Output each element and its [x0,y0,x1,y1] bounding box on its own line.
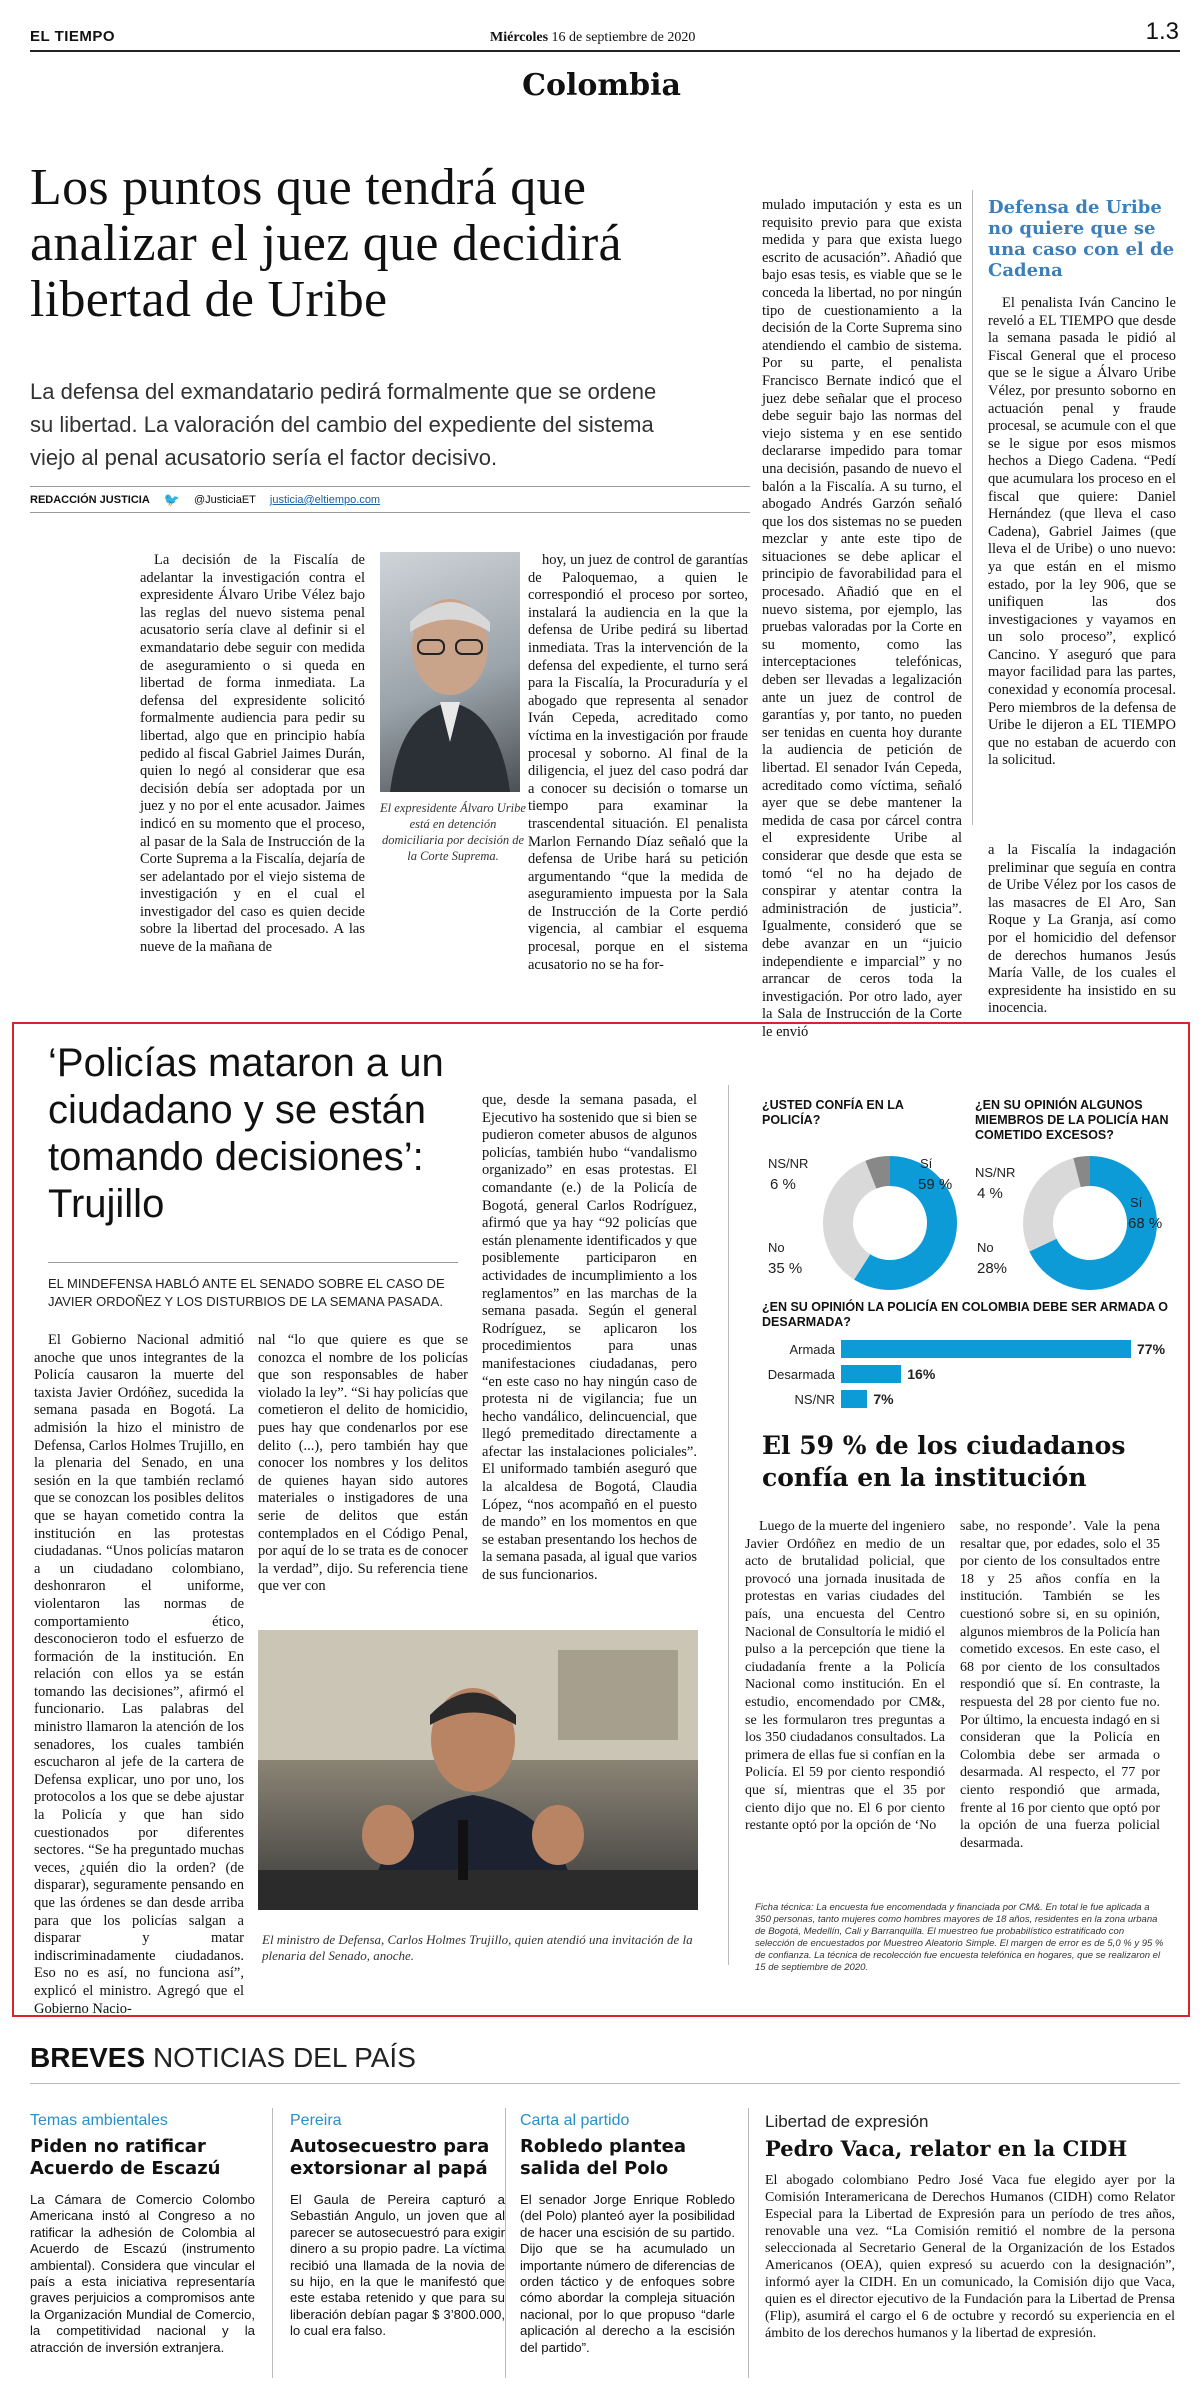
sidebar-body [988,295,1176,820]
main-col-3-text: hoy, un juez de control de garantías de Paloquemao, a quien le correspondió el proceso por sorteo, instalará la audiencia en la que la defensa de Uribe pedirá su libertad inmediata. Tras la intervención de la defensa del expediente, el turno será para la Fiscalía, la Procuraduría y el abogado que representa al senador Iván Cepeda, acreditado como víctima en la investigación por fraude procesal y soborno. Al final de la diligencia, el juez del caso podrá dar a conocer su decisión o tomarse un tiempo para examinar la trascendental situación. El penalista Marlon Fernando Díaz señaló que la defensa de Uribe hará su petición argumentando “que la medida de aseguramiento impuesta por la Sala de Instrucción de la Corte perdió vigencia, al cambiar el esquema procesal, porque en el sistema acusatorio no se ha for- [528,552,748,973]
byline-author: REDACCIÓN JUSTICIA [30,494,150,506]
trujillo-col-1 [34,1332,244,2017]
trujillo-photo-caption: El ministro de Defensa, Carlos Holmes Trujillo, quien atendió una invitación de la plenaria del Senado, anoche. [262,1932,693,1963]
byline-email[interactable]: justicia@eltiempo.com [269,494,381,506]
trujillo-col-2 [258,1332,468,1595]
breve-4-title: Pedro Vaca, relator en la CIDH [765,2136,1128,2161]
bar-value-label: 7% [873,1391,894,1407]
bar-chart-armed [750,1338,1170,1418]
breve-divider-2 [505,2108,506,2378]
donut1-slice-nsnr [871,1171,890,1175]
donut2-no-value: 28% [977,1260,1008,1277]
main-col-3 [528,552,748,992]
sidebar-title: Defensa de Uribe no quiere que se una caso con el de Cadena [988,197,1175,281]
twitter-icon: 🐦 [163,492,180,507]
trujillo-headline: ‘Policías mataron a un ciudadano y se están tomando decisiones’: Trujillo [48,1041,444,1226]
breve-4-kicker: Libertad de expresión [765,2112,929,2131]
poll-col-2 [960,1518,1160,1893]
breve-2-title: Autosecuestro para extorsionar al papá [290,2136,490,2179]
breve-1-kicker: Temas ambientales [30,2112,168,2129]
section-title: Colombia [522,68,681,103]
bar [841,1340,1131,1358]
minister-speaking-icon [258,1630,698,1910]
trujillo-col-3 [482,1092,697,1617]
donut1-nsnr-label: NS/NR [768,1156,809,1171]
breve-3-body: El senador Jorge Enrique Robledo (del Polo) planteó ayer la posibilidad de hacer una escisión de su partido. Dijo que se ha acumulado un importante número de diferencias de orden táctico y de enfoques sobre cómo abordar la compleja situación nacional, por lo que propuso “darle aplicación al derecho a la escisión del partido”. [520,2192,735,2355]
poll-q3: ¿EN SU OPINIÓN LA POLICÍA EN COLOMBIA DEBE SER ARMADA O DESARMADA? [762,1300,1169,1329]
bar-category-label: Armada [789,1341,835,1357]
poll-col-1-text: Luego de la muerte del ingeniero Javier Ordóñez en medio de un acto de brutalidad policial, que provocó una jornada inusitada de protestas en varias ciudades del país, una encuesta del Centro Nacional de Consultoría le midió el pulso a la percepción que tiene la ciudadanía frente a la Policía Nacional como institución. En el estudio, encomendado por CM&, se les formularon tres preguntas a los 350 ciudadanos consultados. La primera de ellas fue si confían en la Policía. El 59 por ciento respondió que sí, mientras que el 35 por ciento dijo que no. El 6 por ciento restante optó por la opción de ‘No [745,1519,945,1834]
byline-rule [30,486,750,487]
byline-twitter[interactable]: @JusticiaET [193,494,256,506]
poll-q1: ¿USTED CONFÍA EN LA POLICÍA? [762,1098,904,1127]
breves-label: BREVES [30,2042,146,2073]
donut1-nsnr-value: 6 % [770,1176,796,1193]
poll-col-2-text: sabe, no responde’. Vale la pena resaltar que, por edades, solo el 35 por ciento de los consultados entre 18 y 25 años confía en la institución. También se les cuestionó sobre si, en su opinión, algunos miembros de la Policía han cometido excesos. En este caso, el 68 por ciento de los consultados respondió que sí. En contraste, la respuesta del 28 por ciento fue no. Por último, la encuesta indagó en si consideran que la Policía en Colombia debe ser armada o desarmada. Al respecto, el 77 por ciento respondió que armada, frente al 16 por ciento que optó por la opción de una fuerza policial desarmada. [960,1519,1160,1851]
breve-3-title: Robledo plantea salida del Polo [520,2136,686,2179]
poll-q2: ¿EN SU OPINIÓN ALGUNOS MIEMBROS DE LA POLICÍA HAN COMETIDO EXCESOS? [975,1098,1169,1142]
breve-divider-1 [272,2108,273,2378]
portrait-icon [380,552,520,792]
byline-rule-bottom [30,512,750,513]
trujillo-photo [258,1630,698,1910]
uribe-photo-caption: El expresidente Álvaro Uribe está en detención domiciliaria por decisión de la Corte Suprema. [380,801,526,863]
bar-row [750,1338,1165,1360]
poll-tech-note: Ficha técnica: La encuesta fue encomendada y financiada por CM&. En total le fue aplicada a 350 personas, tanto mujeres como hombres mayores de 18 años, residentes en la zona urbana de Bogotá, Medellín, Cali y Barranquilla. El muestreo fue probabilístico estratificado con selección de encuestados por Muestreo Aleatorio Simple. El margen de error es de 5,0 % y 95 % de confianza. La técnica de recolección fue encuesta telefónica en hogares, que se realizaron el 15 de septiembre de 2020. [755,1902,1164,1973]
trujillo-col-2-text: nal “lo que quiere es que se conozca el nombre de los policías que son responsables de haber violado la ley”. “Si hay policías que cometieron el delito de homicidio, pues hay que condenarlos por ese delito (...), pero también hay que conocer los nombres y los delitos de quienes hayan sido autores materiales o instigadores de una serie de delitos que están contemplados en el Código Penal, por aquí de lo se trata es de conocer la verdad”, dijo. Su referencia tiene que ver con [258,1332,468,1595]
main-col-4 [762,197,962,1040]
byline [30,492,380,508]
breve-2 [290,2112,505,2340]
donut2-yes-value: 68 % [1128,1215,1163,1232]
poll-headline: El 59 % de los ciudadanos confía en la institución [762,1431,1126,1492]
donut1-no-label: No [768,1240,785,1255]
breve-3 [520,2112,735,2356]
donut2-slice-no [1038,1173,1077,1246]
bar [841,1365,901,1383]
bar [841,1390,867,1408]
uribe-photo [380,552,520,792]
donut1-yes-value: 59 % [918,1176,953,1193]
page-number: 1.3 [1145,18,1179,45]
brand-logo: EL TIEMPO [30,28,116,45]
breve-divider-3 [748,2108,749,2378]
breve-1 [30,2112,255,2356]
main-lede: La defensa del exmandatario pedirá formalmente que se ordene su libertad. La valoración del cambio del expediente del sistema viejo al penal acusatorio sería el factor decisivo. [30,379,657,470]
breve-1-body: La Cámara de Comercio Colombo Americana instó al Congreso a no ratificar la adhesión de Colombia al Acuerdo de Escazú (instrumento ambiental). Considera que vincular el país a esta iniciativa representaría graves perjuicios a compromisos ante la Organización Mundial de Comercio, la competitividad nacional y la atracción de inversión extranjera. [30,2192,255,2355]
breves-header [30,2042,416,2074]
issue-date [490,30,695,46]
donut2-nsnr-value: 4 % [977,1185,1003,1202]
donut2-no-label: No [977,1240,994,1255]
donut2-nsnr-label: NS/NR [975,1165,1016,1180]
breve-2-body: El Gaula de Pereira capturó a Sebastián Angulo, un joven que al parecer se autosecuestró para exigir dinero a su propio padre. La víctima recibió una llamada de la novia de su hijo, en la que le manifestó que este estaba retenido y que para su liberación debían pagar $ 3’800.000, lo cual era falso. [290,2192,505,2339]
bar-row [750,1363,935,1385]
breve-4 [765,2112,1175,2342]
main-col-1 [140,552,365,992]
donut1-yes-label: Sí [920,1156,933,1171]
breve-4-body: El abogado colombiano Pedro José Vaca fue elegido ayer por la Comisión Interamericana de Derechos Humanos (CIDH) como Relator Especial para la Libertad de Expresión para un período de tres años, renovable una vez. “La Comisión remitió el nombre de la persona seleccionada al Secretario General de la Organización de los Estados Americanos (OEA), quien expresó su acuerdo con la designación”, informó ayer la CIDH. En un comunicado, la Comisión dijo que Vaca, quien es el director ejecutivo de la Fundación para la Libertad de Prensa (Flip), asumirá el cargo el 6 de octubre y recordó su experiencia en el ámbito de los derechos humanos y la libertad de expresión. [765,2173,1175,2341]
trujillo-col-3-text: que, desde la semana pasada, el Ejecutivo ha sostenido que si bien se pudieron cometer abusos de algunos policías, también hubo “vandalismo organizado” en esas protestas. El comandante (e.) de la Policía de Bogotá, general Carlos Rodríguez, afirmó que ya hay “92 policías que están plenamente identificados y que posiblemente participaron en actividades de incumplimiento a los reglamentos” en las marchas de la semana pasada. Según el general Rodríguez, se aplicaron los procedimientos para unas manifestaciones ciudadanas, pero “en este caso no hay ningún caso de protesta ni de vigilancia; fue un hecho vandálico, delincuencial, que llegó premeditado directamente a afectar las instalaciones policiales”. El uniformado también aseguró que la alcaldesa de Bogotá, Claudia López, “nos acompañó en el puesto de mando” en los momentos en que se estaban presentando los hechos de la semana pasada, al igual que varios de sus funcionarios. [482,1092,697,1584]
donut1-no-value: 35 % [768,1260,803,1277]
bar-row [750,1388,894,1410]
deck-rule [48,1262,458,1263]
bar-value-label: 77% [1137,1341,1166,1357]
sidebar-divider [972,190,973,825]
bar-value-label: 16% [907,1366,936,1382]
breves-rule [30,2083,1180,2084]
trujillo-col-1-text: El Gobierno Nacional admitió anoche que unos integrantes de la Policía causaron la muerte del taxista Javier Ordóñez, sucedida la semana pasada en Bogotá. La admisión la hizo el ministro de Defensa, Carlos Holmes Trujillo, en la plenaria del Senado, en una sesión en la que también reclamó que se conozcan los posibles delitos que se hayan cometido contra la institución en las protestas ciudadanas. “Unos policías mataron a un ciudadano colombiano, deshonraron el uniforme, violentaron las normas de comportamiento ético, desconocieron todo el esfuerzo de formación de la institución. En relación con ellos ya se están tomando las decisiones”, afirmó el funcionario. Las palabras del ministro llamaron la atención de los senadores, los cuales también escucharon al jefe de la cartera de Defensa explicar, uno por uno, los protocolos a los que se debe ajustar la Policía y que han sido cuestionados por diferentes sectores. “Se ha preguntado muchas veces, ¿quién dio la orden? (de disparar), seguramente pensando en que las órdenes se dan desde arriba para que los policías salgan a disparar y matar indiscriminadamente ciudadanos. Eso no es así, no funciona así”, explicó el ministro. Agregó que el Gobierno Nacio- [34,1332,244,2017]
main-col-4-text: mulado imputación y esta es un requisito previo para que exista medida y para que exista luego escrito de acusación”. Añadió que bajo esas tesis, es viable que se le conceda la libertad, no por ningún tipo de cuestionamiento a la decisión de la Corte Suprema sino atendiendo el cambio de sistema. Por su parte, el penalista Francisco Bernate indicó que el juez debe señalar que el proceso debe seguir bajo las normas del viejo sistema y en ese sentido declararse impedido para tomar una decisión, pasando de nuevo el balón a la Fiscalía. A su turno, el abogado Andrés Garzón señaló que los dos sistemas no se pueden mezclar y ante este tipo de situaciones se debe aplicar el principio de favorabilidad para el procesado. Añadió que en el nuevo sistema, por ejemplo, las pruebas valoradas por la Corte en su momento, como las interceptaciones telefónicas, deben ser llevadas a legalización ante un juez de control de garantías y, por tanto, no pueden ser tenidas en cuenta hoy durante la audiencia de petición de libertad. El senador Iván Cepeda, acreditado como víctima, señaló ayer que se debe mantener la medida de casa por cárcel contra el expresidente Uribe al considerar que desde que esta se tomó “el no ha dejado de conspirar y atentar contra la administración de justicia”. Igualmente, consideró que se debe avanzar en un “juicio independiente e imparcial” y no arrancar de ceros toda la investigación. Por otro lado, ayer la Sala de Instrucción de la Corte le envió [762,197,962,1040]
breve-1-title: Piden no ratificar Acuerdo de Escazú [30,2136,221,2179]
main-headline: Los puntos que tendrá que analizar el juez que decidirá libertad de Uribe [30,159,622,328]
donut1-slice-no [838,1175,871,1267]
issue-day: Miércoles [490,30,549,45]
poll-col-1 [745,1518,945,1893]
breve-3-kicker: Carta al partido [520,2112,630,2129]
masthead-rule [30,50,1180,52]
sidebar-body-text: El penalista Iván Cancino le reveló a EL TIEMPO que desde la semana pasada le pidió al Fiscal General que el proceso que se le sigue a Álvaro Uribe Vélez, por presunto soborno en actuación penal y fraude procesal, se acumule con el que se le sigue por esos mismos hechos a Diego Cadena. “Pedí que acumulara los proceso en el fiscal que quiere: Daniel Hernández (que lleva el caso Cadena), Gabriel Jaimes (que lleva el de Uribe) o uno nuevo: ya que están en el mismo estado, por la ley 906, que se unifiquen las dos investigaciones y vayamos en un solo proceso”, explicó Cancino. Y aseguró que para mayor facilidad para las partes, conexidad y economía procesal. Pero miembros de la defensa de Uribe le dijeron a EL TIEMPO que no estaban de acuerdo con la solicitud. [988,295,1176,769]
donut2-yes-label: Sí [1130,1195,1143,1210]
issue-date-rest: 16 de septiembre de 2020 [551,30,696,45]
breves-sublabel: NOTICIAS DEL PAÍS [152,2042,416,2073]
breve-2-kicker: Pereira [290,2112,342,2129]
donut-chart-trust [820,1153,960,1293]
poll-divider [728,1085,729,1965]
donut2-slice-nsnr [1077,1171,1090,1173]
main-col-5-tail [988,842,1176,1017]
trujillo-deck: EL MINDEFENSA HABLÓ ANTE EL SENADO SOBRE EL CASO DE JAVIER ORDOÑEZ Y LOS DISTURBIOS DE LA SEMANA PASADA. [48,1276,445,1309]
bar-category-label: NS/NR [794,1391,835,1407]
bar-category-label: Desarmada [767,1366,835,1382]
main-col-1-text: La decisión de la Fiscalía de adelantar la investigación contra el expresidente Álvaro Uribe Vélez bajo las reglas del nuevo sistema penal acusatorio sería clave al definir si el exmandatario debe seguir con medida de aseguramiento o si queda en libertad de forma inmediata. La defensa del expresidente solicitó formalmente audiencia para pedir su libertad, algo que en principio había pedido al fiscal Gabriel Jaimes Durán, quien lo negó al considerar que esa decisión debía ser adoptada por un juez y no por el ente acusador. Jaimes indicó en su momento que el proceso, al pasar de la Sala de Instrucción de la Corte Suprema a la Fiscalía, dejaría de ser adelantado por el viejo sistema de investigación y en el cual el investigador del caso es quien decide sobre la libertad del procesado. A las nueve de la mañana de [140,552,365,956]
main-col-5-tail-text: a la Fiscalía la indagación preliminar que seguía en contra de Uribe Vélez por los casos de las masacres de El Aro, San Roque y La Granja, así como por el homicidio del defensor de derechos humanos Jesús María Valle, de los cuales el expresidente ha insistido en su inocencia. [988,842,1176,1017]
